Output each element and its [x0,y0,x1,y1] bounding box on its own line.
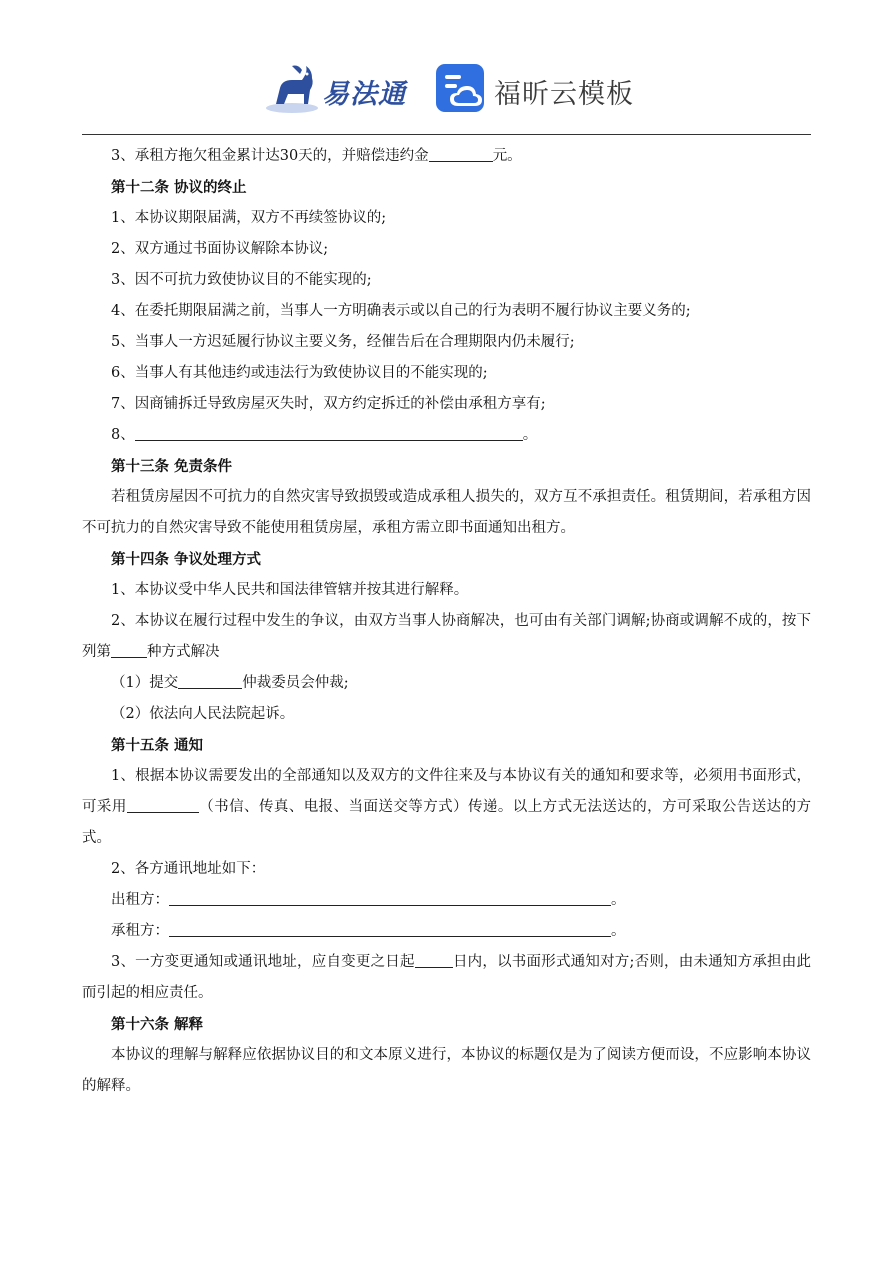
blank-notice-method[interactable] [127,795,199,813]
clause-line: 1、本协议受中华人民共和国法律管辖并按其进行解释。 [111,582,469,598]
section-13-title: 第十三条 免责条件 [111,458,233,475]
clause-line: 2、各方通讯地址如下： [111,861,266,877]
clause-line: 5、当事人一方迟延履行协议主要义务，经催告后在合理期限内仍未履行; [111,334,575,350]
option-line: （1）提交 仲裁委员会仲裁; [82,668,811,699]
clause-line: 3、一方变更通知或通讯地址，应自变更之日起 日内，以书面形式通知对方;否则，由未通知方承担由此而引起的相应责任。 [82,947,811,1009]
clause-line: 4、在委托期限届满之前，当事人一方明确表示或以自己的行为表明不履行协议主要义务的; [111,303,691,319]
clause-line: 6、当事人有其他违约或违法行为致使协议目的不能实现的; [111,365,488,381]
blank-lessor-address[interactable] [169,888,611,906]
header-divider [82,134,811,135]
fuxin-logo-text: 福昕云模板 [494,79,634,110]
blank-notice-days[interactable] [415,950,453,968]
blank-lessee-address[interactable] [169,919,611,937]
blank-arbitration-commission[interactable] [178,671,242,689]
option-line: （2）依法向人民法院起诉。 [111,706,295,722]
yifatong-logo-text: 易法通 [322,79,406,110]
clause-line: 1、根据本协议需要发出的全部通知以及双方的文件往来及与本协议有关的通知和要求等，必须用书面形式，可采用 （书信、传真、电报、当面送交等方式）传递。以上方式无法送达的，方可采取公告送达的方式。 [82,768,811,846]
clause-line: 7、因商铺拆迁导致房屋灭失时，双方约定拆迁的补偿由承租方享有; [111,396,546,412]
page-header [0,58,893,124]
section-16-body: 本协议的理解与解释应依据协议目的和文本原义进行，本协议的标题仅是为了阅读方便而设，不应影响本协议的解释。 [82,1047,811,1094]
lessor-address-line: 出租方： 。 [82,885,811,916]
blank-termination-item-8[interactable] [135,423,523,441]
section-14-title: 第十四条 争议处理方式 [111,551,262,568]
yifatong-logo [262,60,422,122]
horse-emblem-icon [262,60,322,120]
clause-line: 3、承租方拖欠租金累计达30天的，并赔偿违约金 元。 [82,141,811,172]
cloud-document-icon [436,64,486,114]
clause-line: 2、本协议在履行过程中发生的争议，由双方当事人协商解决，也可由有关部门调解;协商或调解不成的，按下列第 种方式解决 [82,613,811,660]
section-12-title: 第十二条 协议的终止 [111,179,247,196]
blank-dispute-method[interactable] [111,640,147,658]
clause-line: 2、双方通过书面协议解除本协议; [111,241,329,257]
fuxin-cloud-template-logo [436,64,646,120]
section-16-title: 第十六条 解释 [111,1016,204,1033]
blank-penalty-amount[interactable] [429,144,493,162]
section-15-title: 第十五条 通知 [111,737,204,754]
clause-line: 1、本协议期限届满，双方不再续签协议的; [111,210,387,226]
section-13-body: 若租赁房屋因不可抗力的自然灾害导致损毁或造成承租人损失的，双方互不承担责任。租赁期间，若承租方因不可抗力的自然灾害导致不能使用租赁房屋，承租方需立即书面通知出租方。 [82,489,811,536]
lessee-address-line: 承租方： 。 [82,916,811,947]
document-body [82,141,811,1102]
clause-line: 8、 。 [82,420,811,451]
clause-line: 3、因不可抗力致使协议目的不能实现的; [111,272,372,288]
